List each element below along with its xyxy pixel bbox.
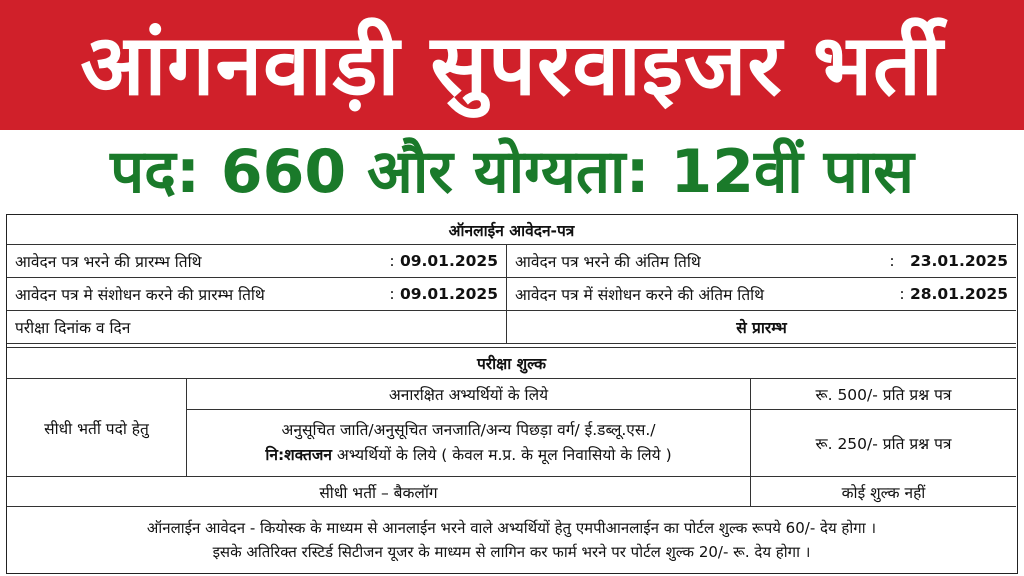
last-date-cell: [507, 245, 1016, 278]
reserved-category-line2-rest: अभ्यर्थियों के लिये ( केवल म.प्र. के मूल निवासियो के लिये ): [331, 446, 672, 464]
correction-start-value: 09.01.2025: [399, 285, 498, 303]
portal-fee-note: [7, 507, 1016, 572]
correction-end-label: आवेदन पत्र में संशोधन करने की अंतिम तिथि: [515, 286, 765, 304]
unreserved-fee: रू. 500/- प्रति प्रश्न पत्र: [751, 379, 1016, 410]
banner-title: आंगनवाड़ी सुपरवाइजर भर्ती: [80, 16, 944, 114]
correction-end-value: 28.01.2025: [909, 285, 1008, 303]
last-date-label: आवेदन पत्र भरने की अंतिम तिथि: [515, 253, 701, 271]
correction-end-cell: [507, 278, 1016, 311]
exam-date-label-cell: [7, 311, 507, 344]
reserved-fee: रू. 250/- प्रति प्रश्न पत्र: [751, 410, 1016, 477]
title-banner: [0, 0, 1024, 130]
start-date-label: आवेदन पत्र भरने की प्रारम्भ तिथि: [15, 253, 202, 271]
start-date-value: 09.01.2025: [399, 252, 498, 270]
correction-start-cell: [7, 278, 507, 311]
start-date-cell: [7, 245, 507, 278]
portal-fee-note-line2: इसके अतिरिक्त रस्टिर्ड सिटीजन यूजर के माध्यम से लागिन कर फार्म भरने पर पोर्टल शुल्क 20/- रू. देय होगा ।: [212, 542, 811, 561]
portal-fee-note-line1: ऑनलाईन आवेदन - कियोस्क के माध्यम से आनलाईन भरने वाले अभ्यर्थियों हेतु एमपीआनलाईन का पोर्टल शुल्क रूपये 60/- देय होगा ।: [146, 518, 877, 537]
start-date-colon: :: [389, 252, 395, 270]
exam-fee-header: परीक्षा शुल्क: [7, 348, 1016, 379]
reserved-category-cell: [187, 410, 751, 477]
last-date-colon: :: [889, 252, 895, 270]
last-date-value: 23.01.2025: [909, 252, 1008, 270]
exam-date-value: से प्रारम्भ: [507, 311, 1016, 344]
application-info-table: [6, 214, 1018, 574]
disabled-label: नि:शक्तजन: [265, 446, 332, 464]
reserved-category-line2: [265, 443, 671, 468]
correction-end-colon: :: [899, 285, 905, 303]
subtitle-strip: [0, 134, 1024, 210]
direct-recruitment-label: सीधी भर्ती पदो हेतु: [7, 379, 187, 477]
reserved-category-line1: अनुसूचित जाति/अनुसूचित जनजाति/अन्य पिछड़ा वर्ग/ ई.डब्लू.एस./: [281, 421, 656, 440]
backlog-fee: कोई शुल्क नहीं: [751, 477, 1016, 507]
unreserved-category: अनारक्षित अभ्यर्थियों के लिये: [187, 379, 751, 410]
backlog-label: सीधी भर्ती – बैकलॉग: [7, 477, 751, 507]
correction-start-colon: :: [389, 285, 395, 303]
posts-qualification-text: पद: 660 और योग्यता: 12वीं पास: [110, 137, 914, 207]
online-application-header: ऑनलाईन आवेदन-पत्र: [7, 215, 1016, 245]
correction-start-label: आवेदन पत्र मे संशोधन करने की प्रारम्भ तिथि: [15, 286, 265, 304]
exam-date-label: परीक्षा दिनांक व दिन: [15, 319, 131, 337]
